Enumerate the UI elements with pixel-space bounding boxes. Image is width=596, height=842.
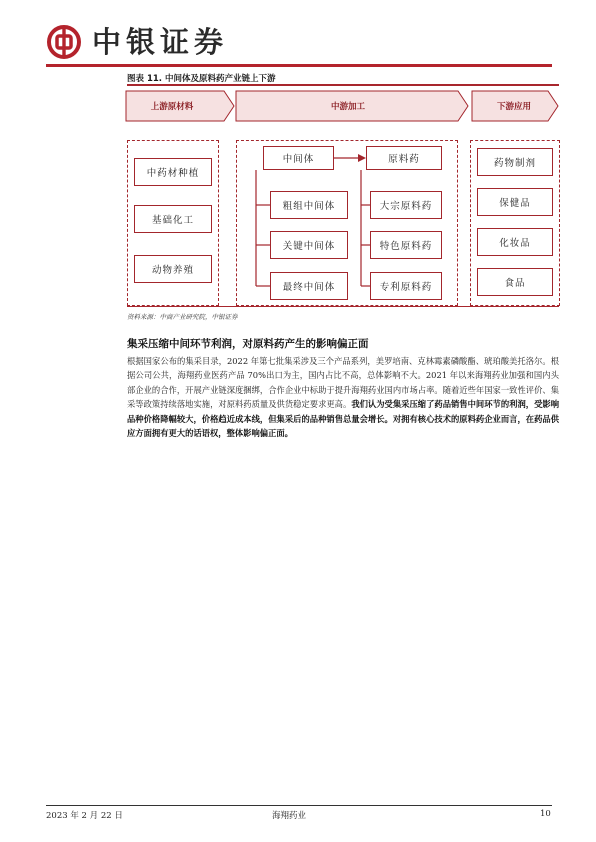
footer-rule <box>46 805 552 806</box>
brand-name: 中银证券 <box>92 25 229 59</box>
api-box-specialty: 特色原料药 <box>370 231 442 259</box>
footer-page-number: 10 <box>540 809 551 819</box>
downstream-box-food: 食品 <box>477 268 553 296</box>
upstream-box-herb-planting: 中药材种植 <box>134 158 212 186</box>
upstream-box-animal-farming: 动物养殖 <box>134 255 212 283</box>
footer-company: 海翔药业 <box>272 811 307 821</box>
downstream-box-cosmetics: 化妆品 <box>477 228 553 256</box>
intermediate-box-final: 最终中间体 <box>270 272 348 300</box>
stage-label-upstream: 上游原材料 <box>150 102 194 112</box>
intermediate-head-box: 中间体 <box>263 146 334 170</box>
body-paragraph <box>127 354 559 440</box>
section-title: 集采压缩中间环节利润，对原料药产生的影响偏正面 <box>127 338 369 350</box>
footer-date: 2023 年 2 月 22 日 <box>46 811 123 821</box>
paragraph-text: 根据国家公布的集采目录，2022 年第七批集采涉及三个产品系列，美罗培南、克林霉素磷酸酯、琥珀酸美托洛尔。根据公司公共，海翔药业医药产品 70%出口为主，国内占比不高，总体影响不大。2021 年以来海翔药业加强和国内头部企业的合作，开展产业链深度捆绑，合作企业中标助于提升海翔药业国内市场占率。随着近些年国家一致性评价、集采等政策持续落地实施，对原料药质量及供货稳定要求更高。 <box>127 356 559 410</box>
intermediate-box-crude: 粗组中间体 <box>270 191 348 219</box>
api-head-box: 原料药 <box>366 146 442 170</box>
downstream-box-formulation: 药物制剂 <box>477 148 553 176</box>
intermediate-box-key: 关键中间体 <box>270 231 348 259</box>
upstream-box-basic-chemical: 基础化工 <box>134 205 212 233</box>
stage-label-downstream: 下游应用 <box>496 102 532 112</box>
api-box-patented: 专利原料药 <box>370 272 442 300</box>
figure-title: 图表 11. 中间体及原料药产业链上下游 <box>127 74 276 84</box>
stage-label-midstream: 中游加工 <box>330 102 366 112</box>
figure-source: 资料来源：中商产业研究院，中银证券 <box>127 313 238 321</box>
downstream-box-health-products: 保健品 <box>477 188 553 216</box>
api-box-bulk: 大宗原料药 <box>370 191 442 219</box>
source-rule <box>127 306 559 307</box>
paragraph-bold-text: 我们认为受集采压缩了药品销售中间环节的利润，受影响品种价格降幅较大，价格趋近成本线，但集采后的品种销售总量会增长。对拥有核心技术的原料药企业而言，在药品供应方面拥有更大的话语权，整体影响偏正面。 <box>127 399 559 439</box>
